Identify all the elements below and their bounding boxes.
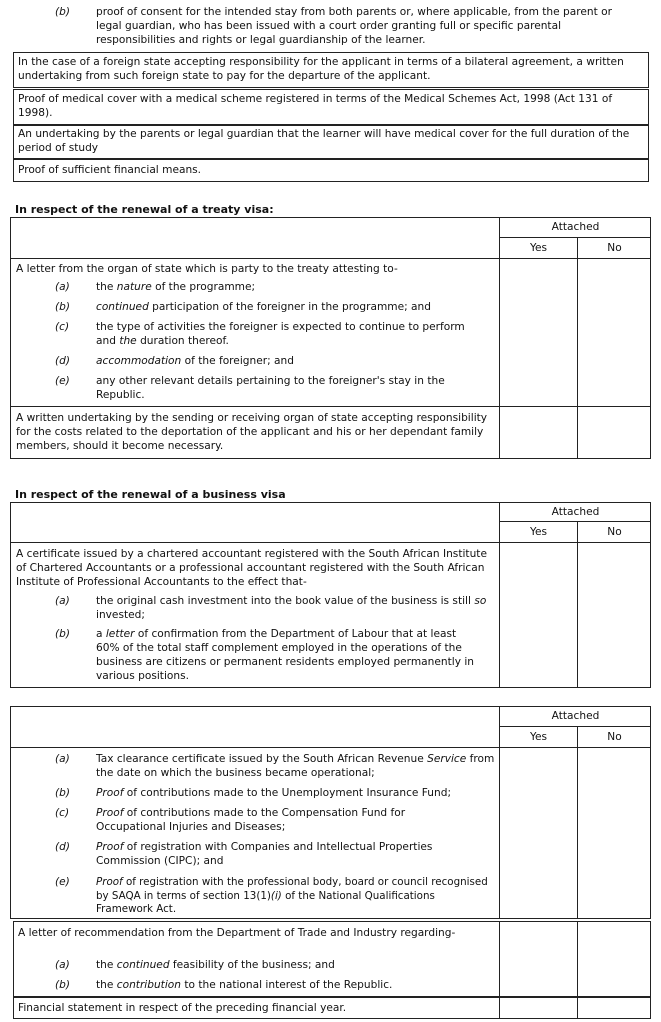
col-divider (577, 997, 578, 1019)
treaty-item-b: continued participation of the foreigner in the programme; and (96, 301, 431, 313)
yes-header: Yes (529, 731, 548, 743)
item-label: (b) (55, 628, 70, 640)
parental-consent-text: proof of consent for the intended stay from both parents or, where applicable, from the parent or legal guardian, who has been issued with a court order granting full or specific parental responsibilities and rights or legal guardianship of the learner. (96, 6, 612, 46)
business-visa-heading: In respect of the renewal of a business visa (15, 488, 286, 501)
attached-header: Attached (551, 506, 600, 518)
yes-header: Yes (529, 242, 548, 254)
attached-header: Attached (551, 221, 600, 233)
col-divider (499, 997, 500, 1019)
item-label: (e) (55, 876, 70, 888)
treaty-intro: A letter from the organ of state which is party to the treaty attesting to- (16, 263, 398, 275)
item-label: (b) (55, 301, 70, 313)
col-divider (499, 921, 500, 997)
item-label: (a) (55, 753, 70, 765)
row-divider (499, 237, 651, 238)
national-interest-item: the contribution to the national interest of the Republic. (96, 979, 393, 991)
tax-clearance-item: Tax clearance certificate issued by the South African Revenue Service from the date on which the business became operational; (96, 753, 495, 779)
row-divider (10, 258, 651, 259)
treaty-undertaking: A written undertaking by the sending or receiving organ of state accepting responsibility for the costs related to the deportation of the applicant and his or her dependant family members, should it become necessary. (16, 412, 488, 452)
item-label: (b) (55, 787, 70, 799)
medical-undertaking-text: An undertaking by the parents or legal guardian that the learner will have medical cover for the full duration of the period of study (18, 128, 630, 154)
item-label: (a) (55, 281, 70, 293)
item-label: (d) (55, 841, 70, 853)
attached-header: Attached (551, 710, 600, 722)
treaty-visa-heading: In respect of the renewal of a treaty visa: (15, 203, 274, 216)
row-divider (10, 747, 651, 748)
item-label: (b) (55, 979, 70, 991)
treaty-item-e: any other relevant details pertaining to the foreigner's stay in the Republic. (96, 375, 445, 401)
row-divider (499, 726, 651, 727)
col-divider (577, 237, 578, 459)
treaty-item-c: the type of activities the foreigner is expected to continue to perform and the duration thereof. (96, 321, 465, 347)
foreign-state-text: In the case of a foreign state accepting responsibility for the applicant in terms of a bilateral agreement, a written undertaking from such foreign state to pay for the departure of the applicant. (18, 56, 624, 82)
feasibility-item: the continued feasibility of the business; and (96, 959, 335, 971)
business-intro: A certificate issued by a chartered accountant registered with the South African Institute of Chartered Accountants or a professional accountant registered with the South African Institute of Professional Accountants to the effect that- (16, 548, 487, 588)
col-divider (577, 726, 578, 919)
no-header: No (607, 526, 622, 538)
item-label: (a) (55, 595, 70, 607)
uif-item: Proof of contributions made to the Unemployment Insurance Fund; (96, 787, 452, 799)
row-divider (10, 542, 651, 543)
item-label: (e) (55, 375, 70, 387)
item-label: (d) (55, 355, 70, 367)
col-divider (577, 921, 578, 997)
item-label: (c) (55, 321, 70, 333)
item-label: (b) (55, 6, 70, 18)
col-divider (577, 521, 578, 688)
row-divider (10, 406, 651, 407)
no-header: No (607, 242, 622, 254)
treaty-item-a: the nature of the programme; (96, 281, 256, 293)
business-item-b: a letter of confirmation from the Department of Labour that at least 60% of the total staff complement employed in the operations of the business are citizens or permanent residents employed permanently in various positions. (96, 628, 475, 682)
recommendation-intro: A letter of recommendation from the Department of Trade and Industry regarding- (18, 927, 456, 939)
cipc-item: Proof of registration with Companies and Intellectual Properties Commission (CIPC); and (96, 841, 433, 867)
yes-header: Yes (529, 526, 548, 538)
business-item-a: the original cash investment into the book value of the business is still so invested; (96, 595, 487, 621)
item-label: (c) (55, 807, 70, 819)
saqa-item: Proof of registration with the professional body, board or council recognised by SAQA in terms of section 13(1)(i) of the National Qualifications Framework Act. (96, 876, 488, 916)
no-header: No (607, 731, 622, 743)
item-label: (a) (55, 959, 70, 971)
financial-statement-text: Financial statement in respect of the preceding financial year. (18, 1002, 347, 1014)
treaty-item-d: accommodation of the foreigner; and (96, 355, 294, 367)
financial-means-text: Proof of sufficient financial means. (18, 164, 202, 176)
row-divider (499, 521, 651, 522)
medical-cover-text: Proof of medical cover with a medical scheme registered in terms of the Medical Schemes Act, 1998 (Act 131 of 1998). (18, 93, 613, 119)
compensation-fund-item: Proof of contributions made to the Compensation Fund for Occupational Injuries and Diseases; (96, 807, 406, 833)
